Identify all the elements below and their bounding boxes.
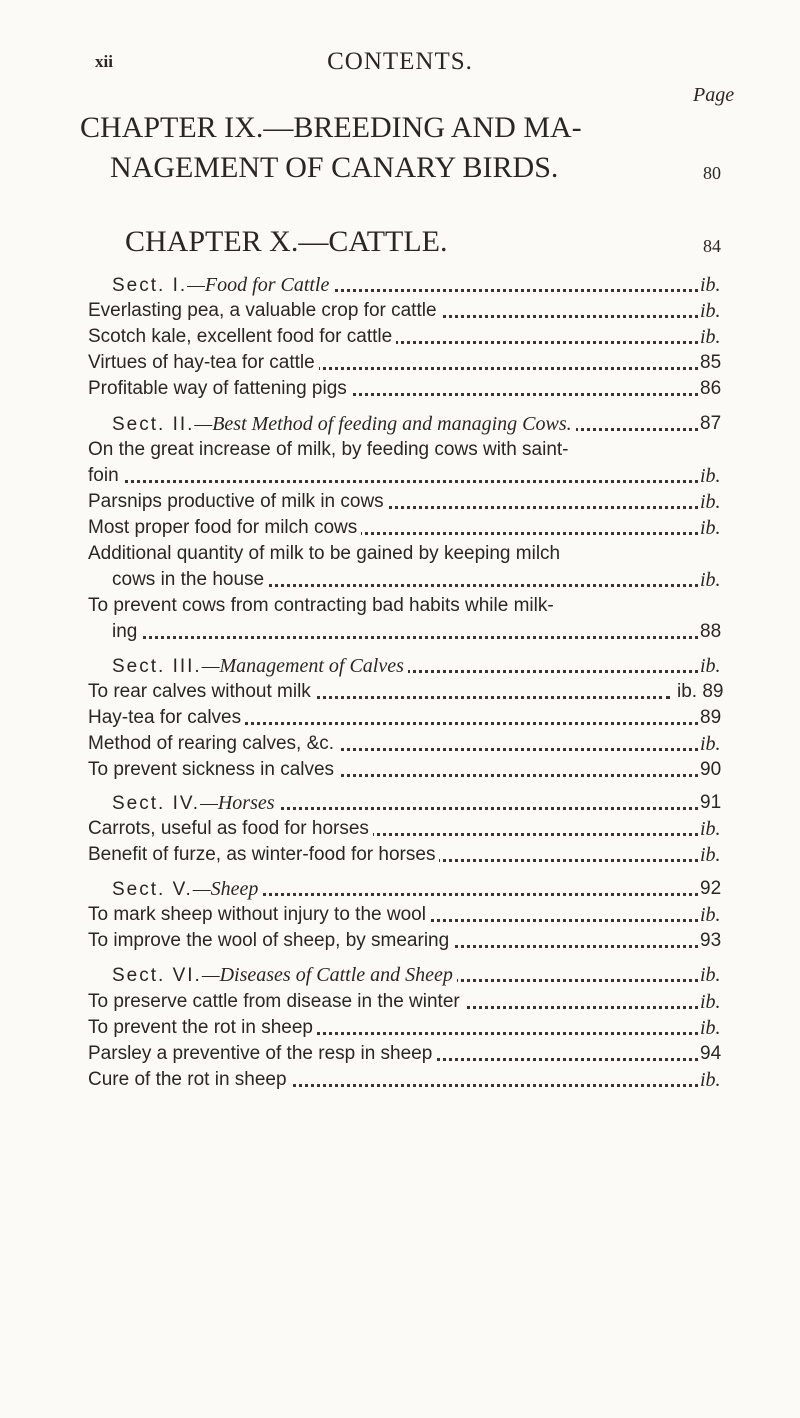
entry-page: 86 [700,378,722,399]
contents-entry [88,324,698,350]
entry-page: ib. [700,465,721,487]
contents-entry [88,705,698,731]
section-heading [112,790,698,816]
section-heading [112,653,698,679]
contents-entry [88,376,698,402]
chapter-heading [80,108,720,188]
entry-text: To improve the wool of sheep, by smearing [88,930,453,951]
entry-text: Parsley a preventive of the resp in sheep [88,1043,436,1064]
section-heading [112,411,698,437]
entry-page: 89 [700,707,722,728]
entry-text: To preserve cattle from disease in the winter [88,991,464,1012]
entry-text: Additional quantity of milk to be gained by keeping milch [88,543,561,564]
section-label: Sect. I. [112,275,188,296]
entry-page: ib. [700,655,721,677]
entry-text: To prevent cows from contracting bad habits while milk- [88,595,554,616]
chapter-page-number: 84 [703,236,721,256]
entry-text: Parsnips productive of milk in cows [88,491,388,512]
entry-text: To prevent sickness in calves [88,759,338,780]
chapter-heading-line: CHAPTER X.—CATTLE. [125,225,448,258]
entry-text: Hay-tea for calves [88,707,245,728]
section-heading [112,272,698,298]
page-folio: xii [95,52,113,71]
entry-page: ib. [700,569,721,591]
contents-entry [88,928,698,954]
entry-page: 85 [700,352,722,373]
entry-page: ib. [700,517,721,539]
entry-text: Carrots, useful as food for horses [88,818,373,839]
contents-entry [88,1041,698,1067]
section-title: —Diseases of Cattle and Sheep [201,964,453,986]
contents-entry [88,1067,698,1093]
contents-entry [88,989,698,1015]
section-label: Sect. III. [112,656,202,677]
contents-entry [88,816,698,842]
entry-page: ib. [700,491,721,513]
entry-text: To mark sheep without injury to the wool [88,904,430,925]
contents-entry [88,298,698,324]
entry-page: 90 [700,759,722,780]
entry-text: Method of rearing calves, &c. [88,733,338,754]
entry-page: ib. [700,991,721,1013]
section-label: Sect. V. [112,879,193,900]
section-heading [112,876,698,902]
page-column-label: Page [693,84,735,106]
entry-text: Most proper food for milch cows [88,517,361,538]
entry-page: 93 [700,930,722,951]
entry-page: ib. [700,818,721,840]
chapter-heading-line: CHAPTER IX.—BREEDING AND MA- [80,111,582,144]
chapter-heading [125,222,765,262]
contents-entry [88,731,698,757]
entry-page: ib. [700,274,721,296]
entry-page: ib. [700,844,721,866]
entry-text: ing [112,621,141,642]
entry-page: 88 [700,621,722,642]
entry-page: 87 [700,413,722,434]
section-title: —Sheep [192,878,259,900]
entry-page: ib. [700,964,721,986]
entry-page: ib. [700,326,721,348]
entry-page: ib. 89 [677,681,724,702]
contents-entry [88,679,670,705]
entry-text: foin [88,465,123,486]
contents-entry [88,842,698,868]
entry-text: To rear calves without milk [88,681,315,702]
entry-text: Everlasting pea, a valuable crop for cattle [88,300,441,321]
contents-entry [112,567,698,593]
entry-page: 94 [700,1043,722,1064]
entry-page: ib. [700,1069,721,1091]
entry-text: Profitable way of fattening pigs [88,378,351,399]
entry-page: ib. [700,300,721,322]
entry-text: Benefit of furze, as winter-food for horses [88,844,439,865]
entry-text: cows in the house [112,569,268,590]
contents-entry [88,902,698,928]
contents-entry [88,515,698,541]
contents-entry [88,463,698,489]
entry-page: 92 [700,878,722,899]
running-head: CONTENTS. [327,48,473,75]
entry-text: Cure of the rot in sheep [88,1069,291,1090]
section-title: —Food for Cattle [187,274,330,296]
section-label: Sect. II. [112,414,195,435]
entry-page: ib. [700,733,721,755]
section-title: —Best Method of feeding and managing Cows. [194,413,572,435]
entry-text: Virtues of hay-tea for cattle [88,352,319,373]
contents-entry [88,1015,698,1041]
chapter-page-number: 80 [703,163,721,183]
entry-text: Scotch kale, excellent food for cattle [88,326,396,347]
contents-entry [88,757,698,783]
section-label: Sect. IV. [112,793,201,814]
entry-page: 91 [700,792,722,813]
contents-entry [88,350,698,376]
section-title: —Horses [200,792,275,814]
section-heading [112,962,698,988]
entry-page: ib. [700,1017,721,1039]
contents-entry [88,489,698,515]
chapter-heading-line: NAGEMENT OF CANARY BIRDS. [110,151,559,184]
section-title: —Management of Calves [201,655,404,677]
section-label: Sect. VI. [112,965,202,986]
entry-text: On the great increase of milk, by feeding cows with saint- [88,439,569,460]
contents-entry [112,619,698,645]
entry-text: To prevent the rot in sheep [88,1017,317,1038]
entry-page: ib. [700,904,721,926]
